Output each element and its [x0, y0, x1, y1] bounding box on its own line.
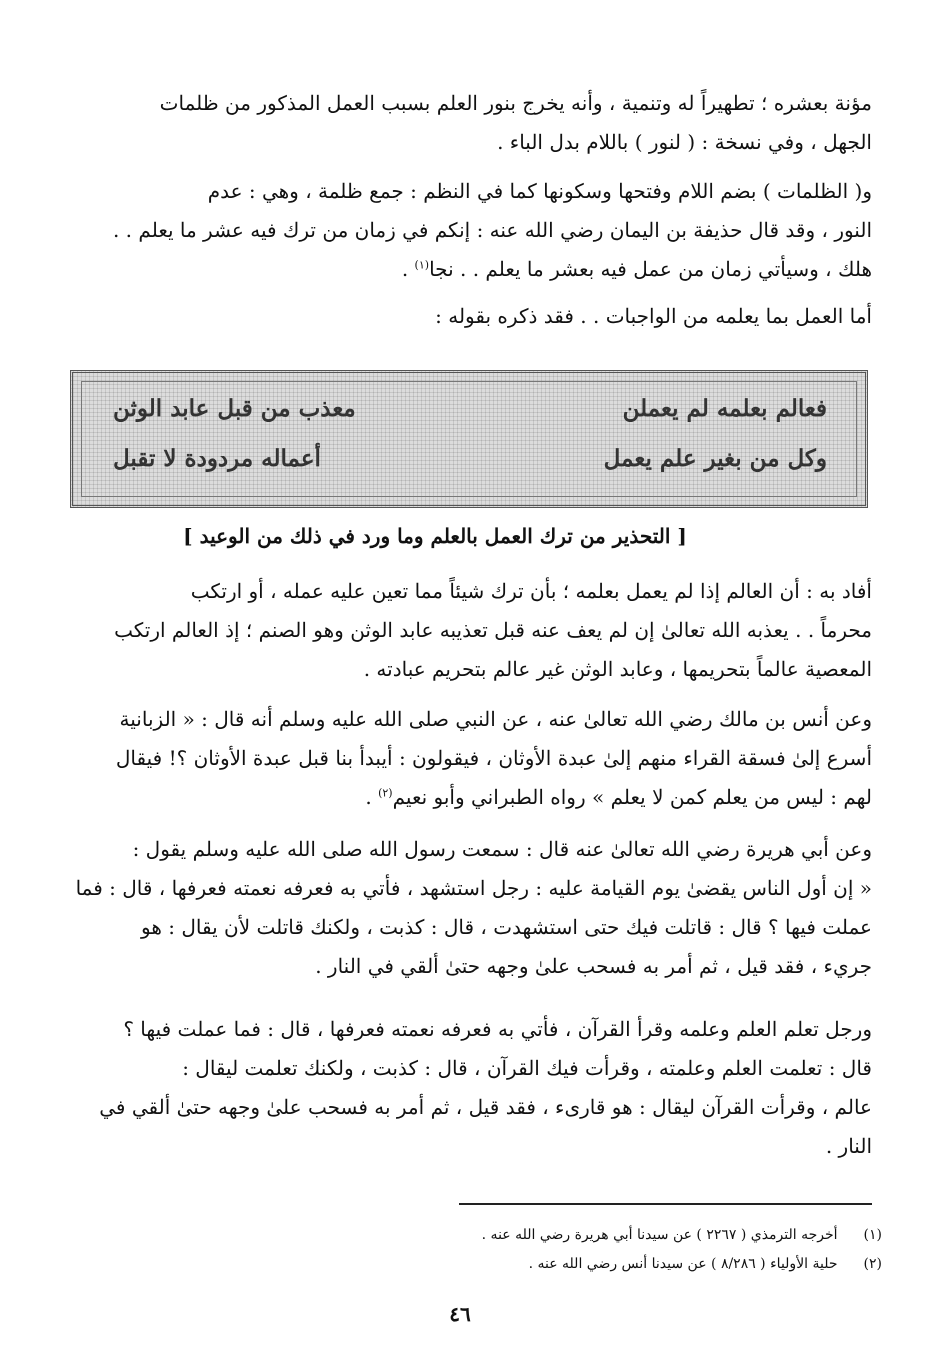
text-line: جريء ، فقد قيل ، ثم أمر به فسحب علىٰ وجهه حتىٰ ألقي في النار .: [315, 954, 872, 978]
footnote-ref-1: (١): [414, 258, 430, 272]
paragraph-2: [45, 172, 872, 336]
text-line: وعن أبي هريرة رضي الله تعالىٰ عنه قال : سمعت رسول الله صلى الله عليه وسلم يقول :: [132, 837, 872, 861]
footnote-2: [282, 1254, 882, 1274]
text-line: و( الظلمات ) بضم اللام وفتحها وسكونها كما في النظم : جمع ظلمة ، وهي : عدم: [207, 179, 872, 203]
text-line-with-ref: هلك ، وسيأتي زمان من عمل فيه بعشر ما يعلم . . نجا$^{(١)}$ .: [401, 257, 872, 281]
text-line: محرماً . . يعذبه الله تعالىٰ إن لم يعف عنه قبل تعذيبه عابد الوثن وهو الصنم ؛ إذ العالم ارتكب: [114, 618, 872, 642]
poem-box: [70, 370, 868, 508]
text-line: الجهل ، وفي نسخة : ( لنور ) باللام بدل الباء .: [497, 130, 872, 154]
verse-2-left: أعماله مردودة لا تقبل: [113, 445, 321, 472]
verse-1-right: فعالم بعلمه لم يعملن: [622, 395, 827, 422]
page-number: ٤٦: [449, 1302, 471, 1326]
verse-1-left: معذب من قبل عابد الوثن: [113, 395, 356, 422]
paragraph-4: [45, 700, 872, 817]
paragraph-5: [45, 830, 872, 986]
footnote-number: (١): [863, 1227, 882, 1243]
text-line: أسرع إلىٰ فسقة القراء منهم إلىٰ عبدة الأوثان ، فيقولون : أيبدأ بنا قبل عبدة الأوثان ؟! فيقال: [115, 746, 872, 770]
text-line: ورجل تعلم العلم وعلمه وقرأ القرآن ، فأتي به فعرفه نعمته فعرفها ، قال : فما عملت فيها ؟: [123, 1017, 872, 1041]
text-line: هلك ، وسيأتي زمان من عمل فيه بعشر ما يعلم . . نجا: [429, 257, 872, 281]
footnote-text: أخرجه الترمذي ( ٢٢٦٧ ) عن سيدنا أبي هريرة رضي الله عنه .: [481, 1227, 838, 1243]
text-line: أفاد به : أن العالم إذا لم يعمل بعلمه ؛ بأن ترك شيئاً مما تعين عليه عمله ، أو ارتكب: [190, 579, 872, 603]
text-line: المعصية عالماً بتحريمها ، وعابد الوثن غير عالم بتحريم عبادته .: [363, 657, 872, 681]
text-line: وعن أنس بن مالك رضي الله تعالىٰ عنه ، عن النبي صلى الله عليه وسلم أنه قال : « الزبانية: [119, 707, 872, 731]
text-line: النور ، وقد قال حذيفة بن اليمان رضي الله عنه : إنكم في زمان من ترك فيه عشر ما يعلم . .: [112, 218, 872, 242]
section-heading: [ التحذير من ترك العمل بالعلم وما ورد في ذلك من الوعيد ]: [183, 524, 687, 548]
text-line: النار .: [825, 1134, 872, 1158]
text-line: قال : تعلمت العلم وعلمته ، وقرأت فيك القرآن ، قال : كذبت ، ولكنك تعلمت ليقال :: [182, 1056, 872, 1080]
text-line: أما العمل بما يعلمه من الواجبات . . فقد ذكره بقوله :: [435, 304, 872, 328]
paragraph-1: [45, 84, 872, 162]
footnote-ref-2: (٢): [378, 786, 393, 800]
footnote-number: (٢): [863, 1256, 882, 1272]
footnote-1: [282, 1225, 882, 1245]
text-line: مؤنة بعشره ؛ تطهيراً له وتنمية ، وأنه يخرج بنور العلم بسبب العمل المذكور من ظلمات: [159, 91, 872, 115]
text-line: عملت فيها ؟ قال : قاتلت فيك حتى استشهدت ، قال : كذبت ، ولكنك قاتلت لأن يقال : هو: [141, 915, 872, 939]
footnote-text: حلية الأولياء ( ٨/٢٨٦ ) عن سيدنا أنس رضي الله عنه .: [528, 1256, 838, 1272]
text-line-with-ref: لهم : ليس من يعلم كمن لا يعلم » رواه الطبراني وأبو نعيم$^{(٢)}$ .: [365, 785, 872, 809]
verse-2-right: وكل من بغير علم يعمل: [603, 445, 827, 472]
footnote-divider: [459, 1203, 872, 1205]
text-line: « إن أول الناس يقضىٰ يوم القيامة عليه : رجل استشهد ، فأتي به فعرفه نعمته فعرفها ، قال : فما: [75, 876, 872, 900]
text-line: عالم ، وقرأت القرآن ليقال : هو قارىء ، فقد قيل ، ثم أمر به فسحب علىٰ وجهه حتىٰ ألقي في: [99, 1095, 872, 1119]
text-line: لهم : ليس من يعلم كمن لا يعلم » رواه الطبراني وأبو نعيم: [392, 785, 872, 809]
paragraph-3: [45, 572, 872, 689]
paragraph-6: [45, 1010, 872, 1166]
